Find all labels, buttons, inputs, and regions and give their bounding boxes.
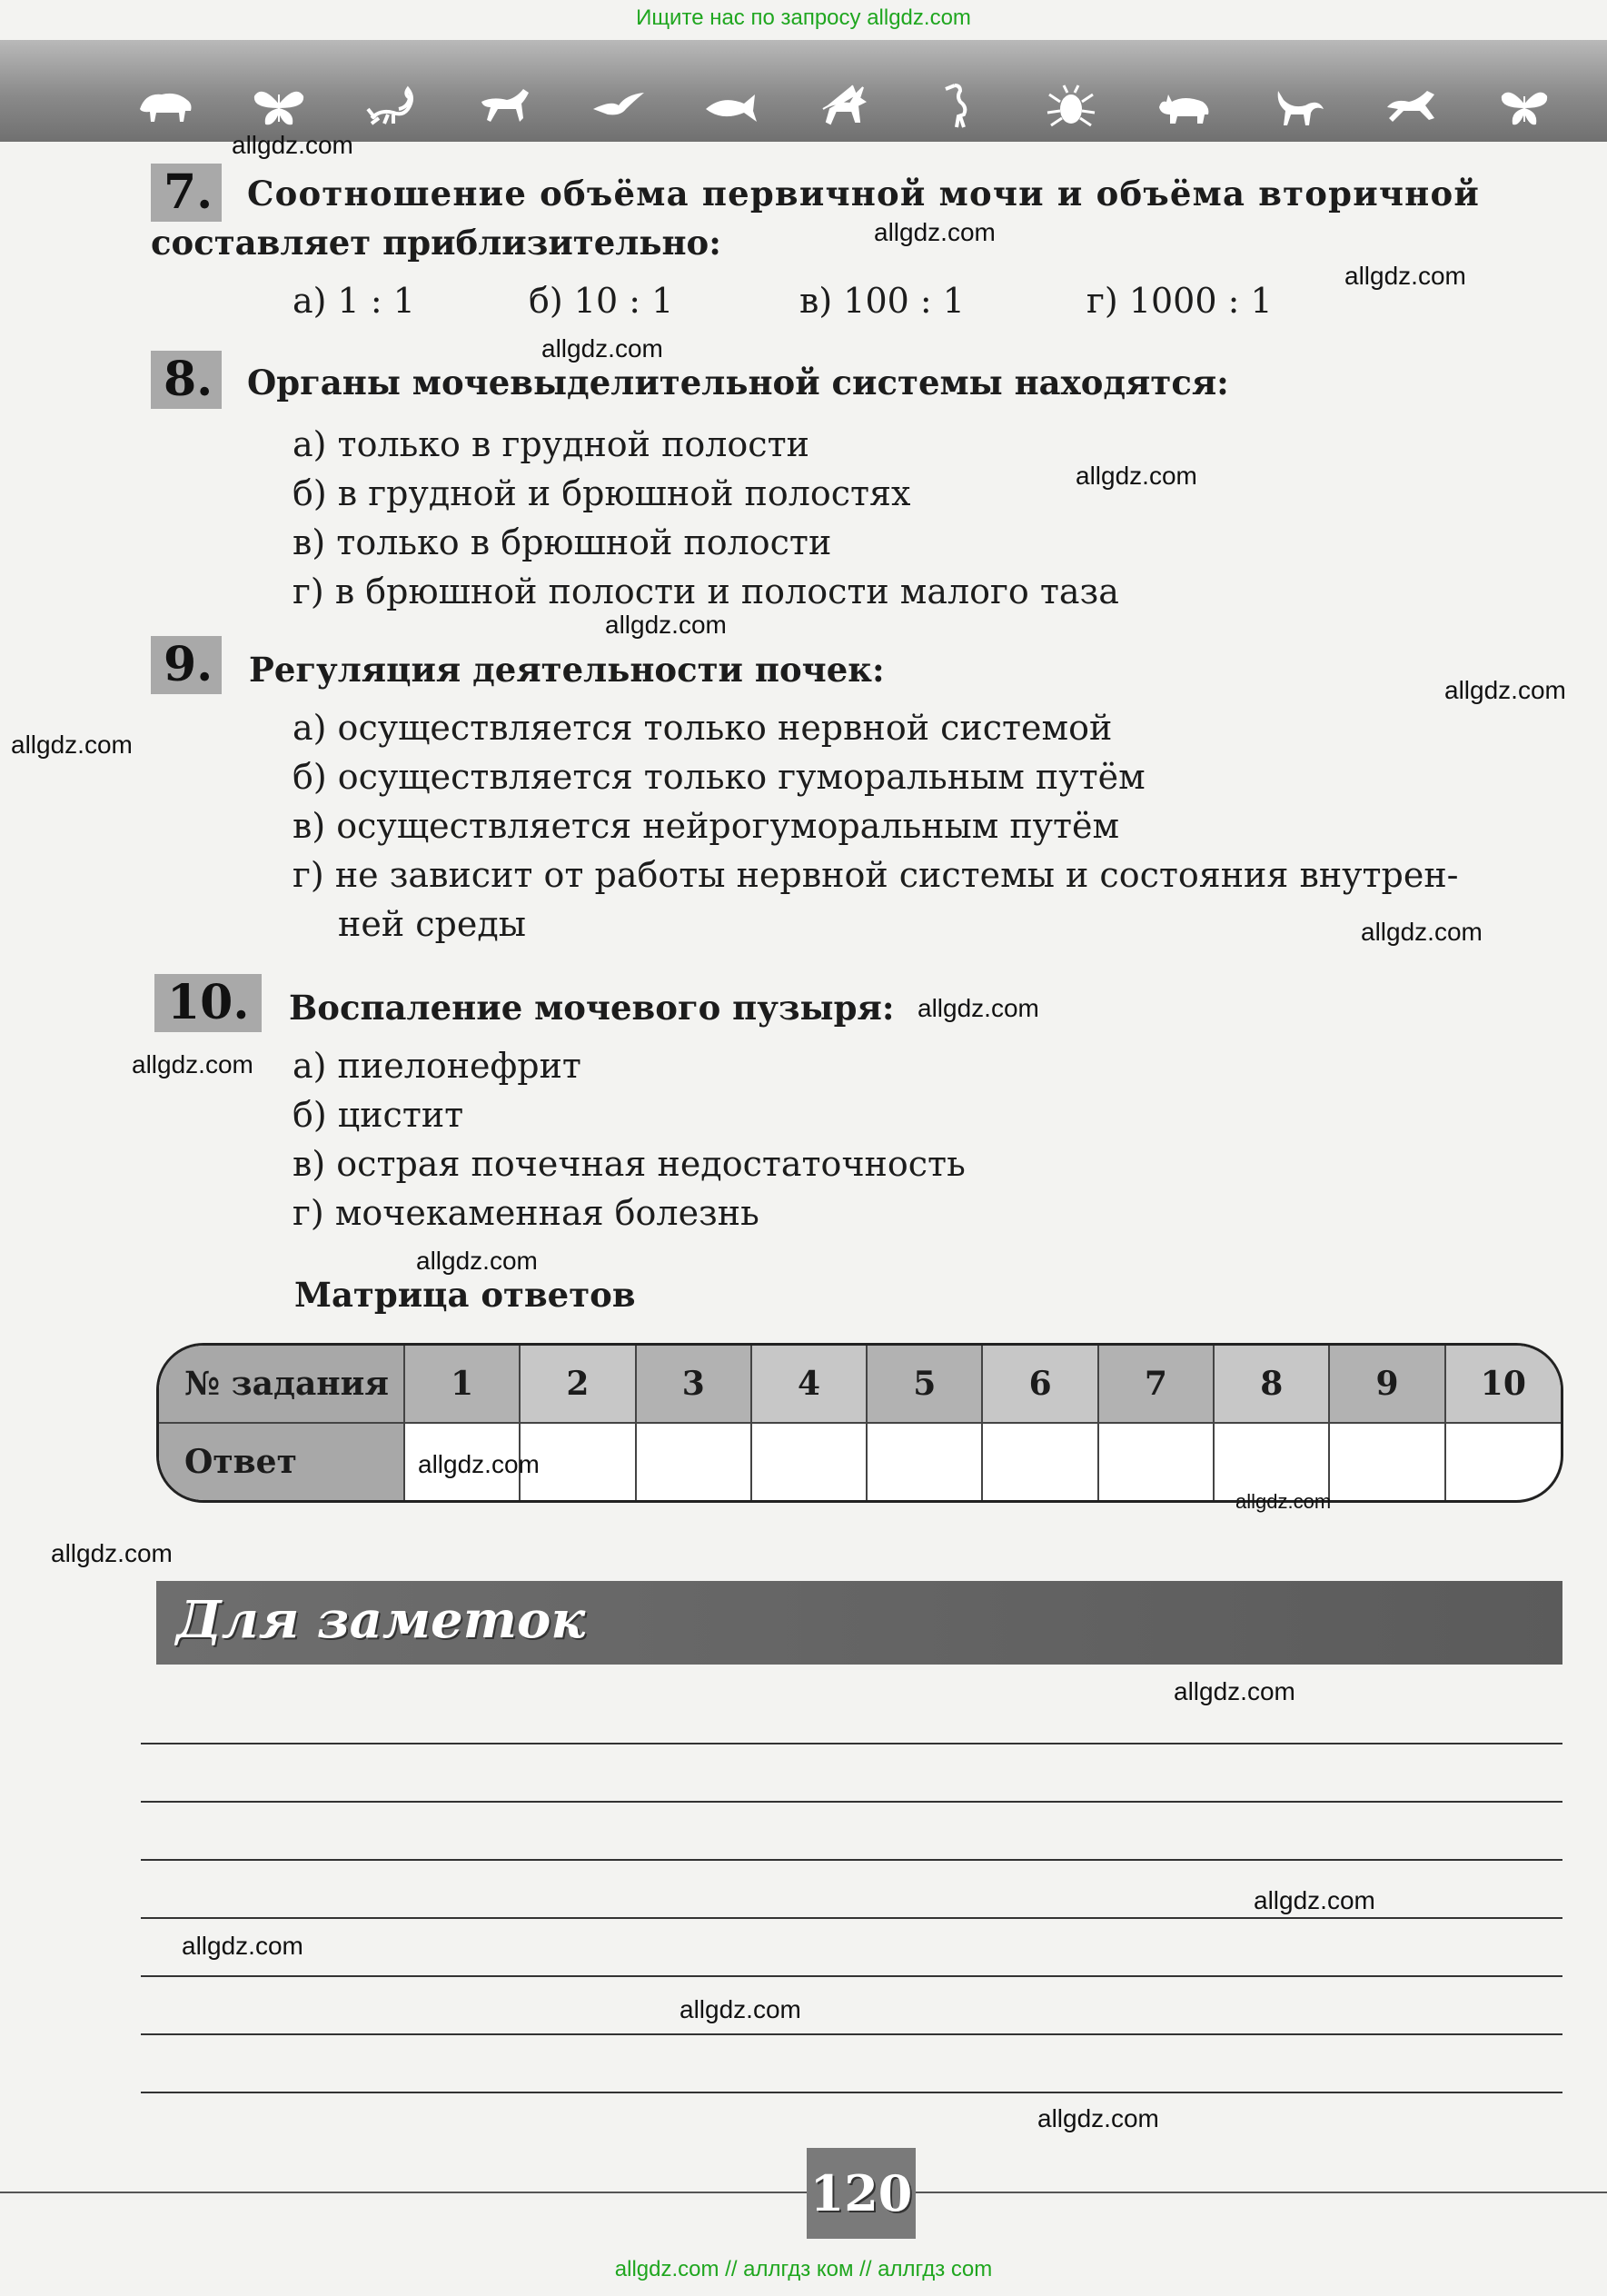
watermark: allgdz.com [1444,676,1566,704]
question-7-option-d[interactable]: г) 1000 : 1 [1086,281,1273,321]
watermark: allgdz.com [1174,1677,1295,1705]
watermark: allgdz.com [232,131,353,159]
question-7-option-b[interactable]: б) 10 : 1 [529,281,674,321]
animal-banner [0,40,1607,142]
footer-rule [0,2192,1607,2193]
watermark: allgdz.com [11,731,133,759]
fox-icon [1269,82,1327,129]
answer-cell-4[interactable] [751,1423,867,1500]
notes-header [156,1581,1562,1665]
question-7-option-c[interactable]: в) 100 : 1 [799,281,965,321]
heron-icon [929,82,987,129]
watermark: allgdz.com [1254,1886,1375,1914]
notes-line[interactable] [141,2033,1562,2035]
question-7-text-line1: Соотношение объёма первичной мочи и объёма вторичной [247,174,1480,214]
butterfly-icon [1495,82,1553,129]
watermark: allgdz.com [605,611,727,639]
question-7-option-a[interactable]: а) 1 : 1 [293,281,415,321]
answer-cell-5[interactable] [867,1423,982,1500]
question-10-text: Воспаление мочевого пузыря: [289,988,895,1028]
question-10-number: 10. [154,974,262,1032]
question-8-text: Органы мочевыделительной системы находятся: [247,363,1229,403]
matrix-header-label: № задания [159,1346,404,1423]
matrix-col-9: 9 [1329,1346,1444,1423]
watermark: allgdz.com [874,218,996,246]
watermark: allgdz.com [1235,1490,1332,1513]
beetle-icon [1042,82,1100,129]
question-10-option-c[interactable]: в) острая почечная недостаточность [293,1144,966,1184]
matrix-col-8: 8 [1214,1346,1329,1423]
question-9-option-c[interactable]: в) осуществляется нейрогуморальным путём [293,806,1120,846]
matrix-col-6: 6 [982,1346,1097,1423]
matrix-answer-label: Ответ [159,1423,404,1500]
watermark: allgdz.com [132,1050,253,1078]
question-10-option-d[interactable]: г) мочекаменная болезнь [293,1193,759,1233]
horse-icon [1382,82,1440,129]
matrix-col-2: 2 [520,1346,635,1423]
watermark: allgdz.com [51,1539,173,1567]
answer-cell-8[interactable] [1214,1423,1329,1500]
watermark: allgdz.com [1361,918,1483,946]
watermark: allgdz.com [918,994,1039,1022]
question-10-option-a[interactable]: а) пиелонефрит [293,1046,581,1086]
watermark: allgdz.com [680,1995,801,2023]
deer-icon [816,82,874,129]
horse-icon [476,82,534,129]
notes-line[interactable] [141,1743,1562,1744]
answer-cell-10[interactable] [1445,1423,1561,1500]
question-7-text-line2: составляет приблизительно: [151,223,721,263]
answer-matrix-title: Матрица ответов [294,1275,636,1315]
question-9-option-d-continued: ней среды [338,904,526,944]
butterfly-icon [250,82,308,129]
question-9-number: 9. [151,636,222,694]
matrix-col-1: 1 [404,1346,520,1423]
matrix-col-7: 7 [1098,1346,1214,1423]
question-7-number: 7. [151,164,222,222]
answer-cell-3[interactable] [636,1423,751,1500]
matrix-col-3: 3 [636,1346,751,1423]
question-9-text: Регуляция деятельности почек: [249,650,885,690]
header-watermark[interactable]: Ищите нас по запросу allgdz.com [636,5,971,30]
matrix-answer-row [159,1423,1561,1500]
animal-icons-row [136,78,1553,133]
answer-cell-6[interactable] [982,1423,1097,1500]
matrix-col-4: 4 [751,1346,867,1423]
matrix-col-10: 10 [1445,1346,1561,1423]
watermark: allgdz.com [182,1932,303,1960]
notes-line[interactable] [141,1859,1562,1861]
rhino-icon [1156,82,1214,129]
footer-watermark[interactable]: allgdz.com // аллгдз ком // аллгдз com [614,2257,993,2281]
scorpion-icon [362,82,421,129]
question-10-option-b[interactable]: б) цистит [293,1095,464,1135]
question-8-number: 8. [151,351,222,409]
watermark: allgdz.com [1076,462,1197,490]
notes-line[interactable] [141,1801,1562,1803]
question-8-option-d[interactable]: г) в брюшной полости и полости малого таза [293,572,1119,611]
notes-line[interactable] [141,1917,1562,1919]
answer-matrix [156,1343,1563,1503]
watermark: allgdz.com [1037,2104,1159,2132]
bison-icon [136,82,194,129]
question-9-option-b[interactable]: б) осуществляется только гуморальным путём [293,757,1146,797]
bird-icon [590,82,648,129]
watermark: allgdz.com [418,1450,540,1478]
matrix-col-5: 5 [867,1346,982,1423]
question-8-option-a[interactable]: а) только в грудной полости [293,424,809,464]
watermark: allgdz.com [541,334,663,363]
notes-line[interactable] [141,1975,1562,1977]
page-number: 120 [807,2148,916,2239]
notes-title: Для заметок [176,1590,586,1650]
notes-line[interactable] [141,2092,1562,2093]
matrix-header-row [159,1346,1561,1423]
answer-cell-9[interactable] [1329,1423,1444,1500]
watermark: allgdz.com [1344,262,1466,290]
question-9-option-d[interactable]: г) не зависит от работы нервной системы и состояния внутрен- [293,855,1459,895]
watermark: allgdz.com [416,1247,538,1275]
answer-cell-7[interactable] [1098,1423,1214,1500]
question-8-option-b[interactable]: б) в грудной и брюшной полостях [293,473,911,513]
question-8-option-c[interactable]: в) только в брюшной полости [293,522,832,562]
fish-icon [702,82,760,129]
question-9-option-a[interactable]: а) осуществляется только нервной системой [293,708,1113,748]
